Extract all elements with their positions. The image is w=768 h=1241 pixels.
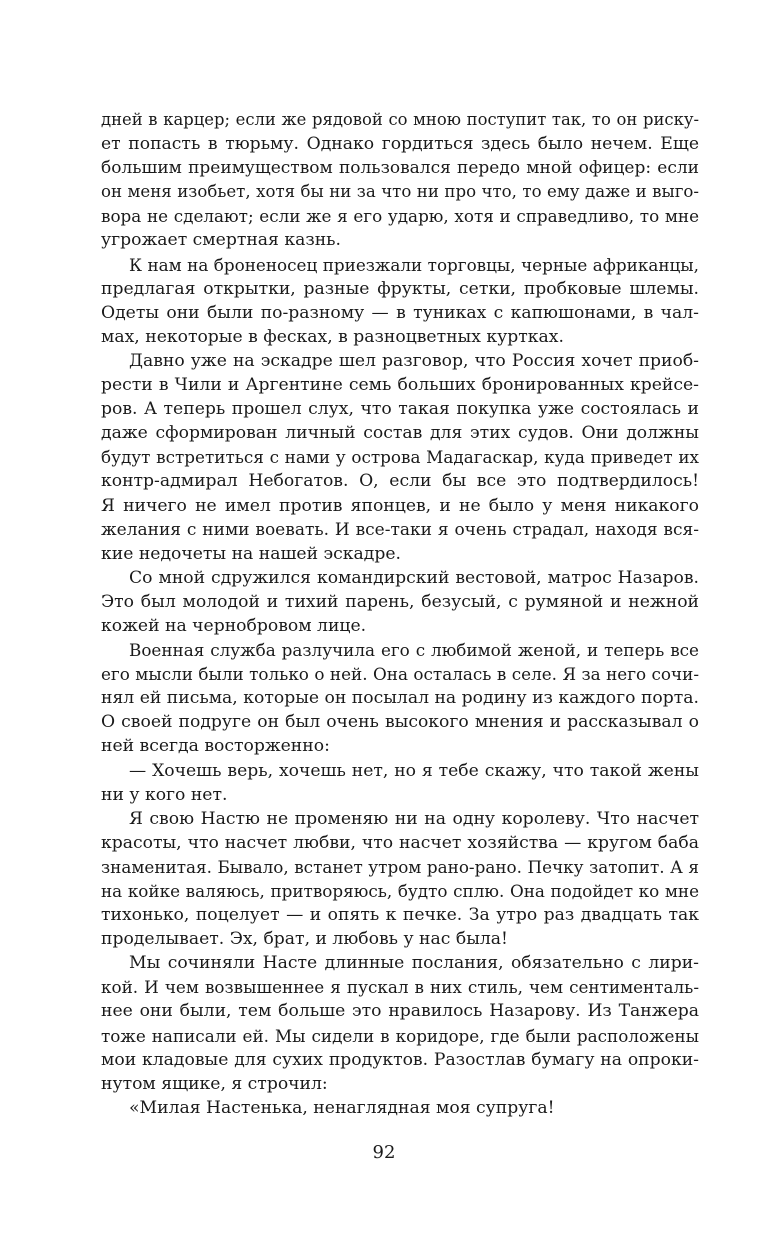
text-line: большим преимуществом пользовался передо мной офицер: если bbox=[101, 158, 699, 179]
text-line: контр-адмирал Небогатов. О, если бы все это подтвердилось! bbox=[101, 471, 699, 492]
text-line: будут встретиться с нами у острова Мадагаскар, куда приведет их bbox=[101, 447, 699, 468]
text-line: кой. И чем возвышеннее я пускал в них стиль, чем сентименталь- bbox=[101, 977, 699, 998]
text-line: знаменитая. Бывало, встанет утром рано-рано. Печку затопит. А я bbox=[101, 856, 699, 877]
text-line: желания с ними воевать. И все-таки я очень страдал, находя вся- bbox=[101, 519, 699, 540]
page-number: 92 bbox=[372, 1142, 396, 1163]
text-line: ни у кого нет. bbox=[101, 784, 228, 805]
text-line: Я ничего не имел против японцев, и не было у меня никакого bbox=[101, 495, 699, 516]
text-line: ней всегда восторженно: bbox=[101, 736, 330, 757]
text-line: тихонько, поцелует — и опять к печке. За утро раз двадцать так bbox=[101, 905, 699, 926]
text-line: нее они были, тем больше это нравилось Назарову. Из Танжера bbox=[101, 1001, 699, 1022]
page-text bbox=[101, 108, 699, 1120]
text-line: Я свою Настю не променяю ни на одну королеву. Что насчет bbox=[129, 808, 699, 829]
text-line: Военная служба разлучила его с любимой женой, и теперь все bbox=[129, 640, 699, 661]
text-line: тоже написали ей. Мы сидели в коридоре, где были расположены bbox=[101, 1025, 699, 1046]
text-line: он меня изобьет, хотя бы ни за что ни про что, то ему даже и выго- bbox=[101, 182, 699, 202]
text-line: на койке валяюсь, притворяюсь, будто сплю. Она подойдет ко мне bbox=[101, 881, 699, 901]
text-line: предлагая открытки, разные фрукты, сетки, пробковые шлемы. bbox=[101, 278, 699, 299]
text-line: ет попасть в тюрьму. Однако гордиться здесь было нечем. Еще bbox=[101, 134, 699, 155]
text-line: красоты, что насчет любви, что насчет хозяйства — кругом баба bbox=[101, 832, 699, 853]
text-line: Давно уже на эскадре шел разговор, что Россия хочет приоб- bbox=[129, 350, 699, 371]
text-line: его мысли были только о ней. Она осталась в селе. Я за него сочи- bbox=[101, 664, 699, 685]
text-line: кожей на чернобровом лице. bbox=[101, 615, 367, 636]
text-line: К нам на броненосец приезжали торговцы, черные африканцы, bbox=[129, 254, 699, 275]
text-line: Со мной сдружился командирский вестовой, матрос Назаров. bbox=[129, 567, 699, 588]
text-line: дней в карцер; если же рядовой со мною поступит так, то он риску- bbox=[101, 110, 699, 129]
text-line: «Милая Настенька, ненаглядная моя супруга! bbox=[129, 1097, 555, 1118]
text-line: вора не сделают; если же я его ударю, хотя и справедливо, то мне bbox=[101, 206, 699, 227]
text-line: мах, некоторые в фесках, в разноцветных куртках. bbox=[101, 326, 564, 347]
text-line: Мы сочиняли Насте длинные послания, обязательно с лири- bbox=[129, 953, 699, 974]
text-line: — Хочешь верь, хочешь нет, но я тебе скажу, что такой жены bbox=[129, 760, 699, 781]
text-line: нял ей письма, которые он посылал на родину из каждого порта. bbox=[101, 688, 699, 709]
text-line: мои кладовые для сухих продуктов. Разостлав бумагу на опроки- bbox=[101, 1049, 699, 1070]
text-line: нутом ящике, я строчил: bbox=[101, 1073, 328, 1094]
text-line: ров. А теперь прошел слух, что такая покупка уже состоялась и bbox=[101, 399, 699, 420]
text-line: угрожает смертная казнь. bbox=[101, 230, 341, 251]
text-line: рести в Чили и Аргентине семь больших бронированных крейсе- bbox=[101, 375, 699, 396]
text-line: проделывает. Эх, брат, и любовь у нас была! bbox=[101, 929, 508, 950]
text-line: даже сформирован личный состав для этих судов. Они должны bbox=[101, 423, 699, 444]
text-line: кие недочеты на нашей эскадре. bbox=[101, 543, 401, 564]
text-line: О своей подруге он был очень высокого мнения и рассказывал о bbox=[101, 712, 699, 733]
text-line: Это был молодой и тихий парень, безусый, с румяной и нежной bbox=[101, 591, 699, 612]
text-line: Одеты они были по-разному — в туниках с капюшонами, в чал- bbox=[101, 302, 699, 323]
